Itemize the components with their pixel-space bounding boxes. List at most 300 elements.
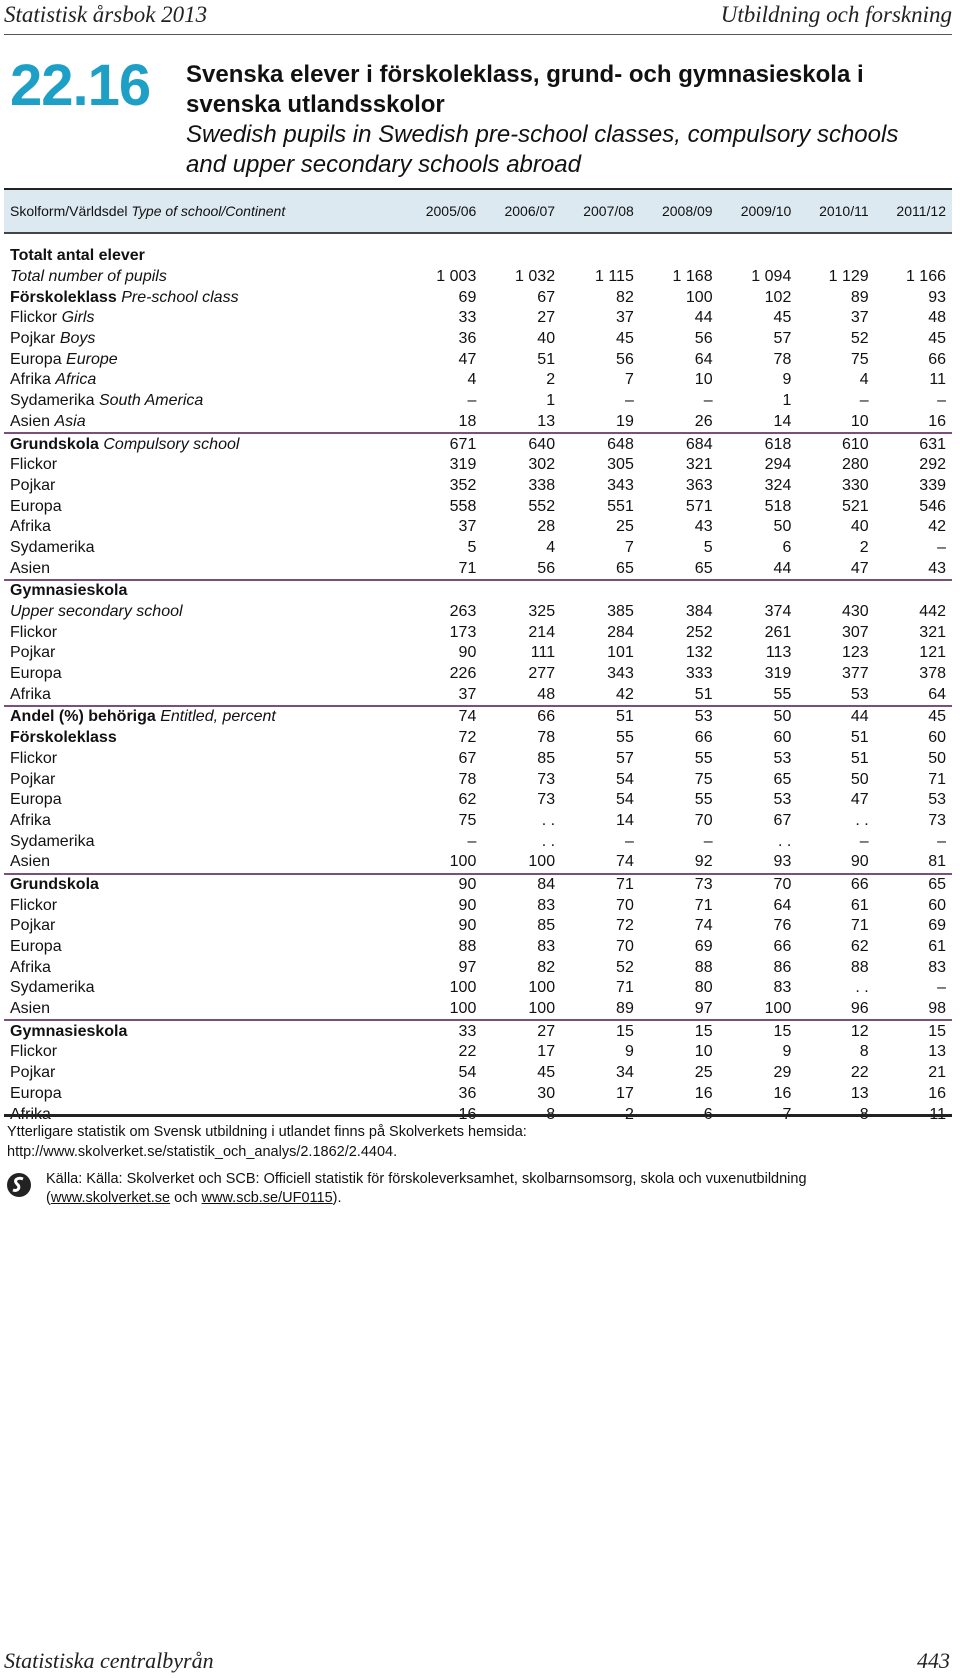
value-cell: 13 <box>928 1043 946 1061</box>
paren-open: ( <box>46 1190 51 1206</box>
row-label-sv: Europa <box>10 938 62 956</box>
row-label-sv: Afrika <box>10 518 51 536</box>
value-cell: 72 <box>458 729 477 747</box>
row-label-en: Compulsory school <box>103 435 240 453</box>
value-cell: 60 <box>773 729 792 747</box>
value-cell: 61 <box>928 938 946 956</box>
value-cell: 83 <box>928 958 946 976</box>
value-cell: 55 <box>694 791 713 809</box>
value-cell: 16 <box>773 1084 792 1102</box>
source-note <box>46 1170 926 1208</box>
row-label <box>4 391 404 412</box>
row-label-sv: Europa <box>10 350 62 368</box>
column-header-year: 2008/09 <box>640 189 719 233</box>
value-cell: 33 <box>404 1020 483 1042</box>
value-cell: 51 <box>694 685 713 703</box>
value-cell: 319 <box>449 456 477 474</box>
value-cell <box>404 246 483 267</box>
value-cell: 14 <box>773 412 792 430</box>
row-label-sv: Pojkar <box>10 917 56 935</box>
table-row <box>4 538 952 559</box>
value-cell: 47 <box>850 791 869 809</box>
row-label-sv: Afrika <box>10 958 51 976</box>
row-label <box>4 267 404 288</box>
value-cell: 640 <box>482 433 561 455</box>
value-cell: 330 <box>841 476 869 494</box>
value-cell: 51 <box>850 729 869 747</box>
table-row <box>4 1084 952 1105</box>
value-cell: 100 <box>528 1000 556 1018</box>
value-cell: 64 <box>773 896 792 914</box>
value-cell: 67 <box>537 288 556 306</box>
column-header-en: Type of school/Continent <box>131 203 286 219</box>
value-cell: 90 <box>458 896 477 914</box>
value-cell: 82 <box>616 288 634 306</box>
value-cell: 113 <box>765 644 792 662</box>
row-label-sv: Asien <box>10 412 51 430</box>
value-cell: 15 <box>640 1020 719 1042</box>
value-cell: 96 <box>850 1000 869 1018</box>
row-label <box>4 349 404 370</box>
value-cell: 307 <box>841 623 869 641</box>
value-cell: 10 <box>694 1043 713 1061</box>
value-cell: 82 <box>537 958 556 976</box>
row-label-sv: Afrika <box>10 685 51 703</box>
value-cell: 25 <box>616 518 634 536</box>
value-cell: 7 <box>624 371 634 389</box>
value-cell: 343 <box>607 476 634 494</box>
value-cell: 7 <box>624 538 634 556</box>
value-cell: 43 <box>928 559 946 577</box>
value-cell: 93 <box>928 288 946 306</box>
value-cell: 100 <box>449 853 477 871</box>
value-cell: 85 <box>537 917 556 935</box>
value-cell: . . <box>855 979 869 997</box>
value-cell: 631 <box>875 433 952 455</box>
value-cell: 75 <box>694 770 713 788</box>
table-row <box>4 1063 952 1084</box>
value-cell: 88 <box>694 958 713 976</box>
row-label-sv: Flickor <box>10 309 58 327</box>
row-label-sv: Europa <box>10 1084 62 1102</box>
table-row <box>4 874 952 896</box>
value-cell: 70 <box>719 874 798 896</box>
value-cell: 73 <box>928 811 946 829</box>
skolverket-link[interactable]: www.skolverket.se <box>50 1190 171 1206</box>
value-cell: 13 <box>537 412 556 430</box>
value-cell <box>797 580 874 602</box>
table-number: 22.16 <box>10 53 151 118</box>
value-cell: 27 <box>537 309 556 327</box>
table-row <box>4 957 952 978</box>
value-cell: 64 <box>928 685 946 703</box>
value-cell: 5 <box>467 538 477 556</box>
value-cell: 48 <box>537 685 556 703</box>
row-label-sv: Europa <box>10 665 62 683</box>
value-cell: 57 <box>616 749 634 767</box>
scb-link[interactable]: www.scb.se/UF0115 <box>201 1190 333 1206</box>
value-cell: 52 <box>616 958 634 976</box>
value-cell: 47 <box>850 559 869 577</box>
table-row <box>4 622 952 643</box>
value-cell: 558 <box>449 497 477 515</box>
value-cell: 618 <box>719 433 798 455</box>
value-cell: 48 <box>928 309 946 327</box>
value-cell: 78 <box>458 770 477 788</box>
table-row <box>4 999 952 1021</box>
table-row <box>4 811 952 832</box>
value-cell: 42 <box>928 518 946 536</box>
row-label-sv: Flickor <box>10 749 58 767</box>
value-cell: 546 <box>919 497 946 515</box>
title-swedish-line-2: svenska utlandsskolor <box>186 91 445 118</box>
table-header-row <box>4 189 952 233</box>
value-cell: 53 <box>640 706 719 728</box>
value-cell: 93 <box>773 853 792 871</box>
value-cell: 66 <box>694 729 713 747</box>
value-cell: 89 <box>616 1000 634 1018</box>
column-header-year: 2010/11 <box>797 189 874 233</box>
value-cell: 60 <box>928 729 946 747</box>
value-cell: 384 <box>685 603 713 621</box>
value-cell: 102 <box>764 288 792 306</box>
value-cell <box>719 580 798 602</box>
table-row <box>4 769 952 790</box>
value-cell: – <box>859 392 869 410</box>
title-swedish-line-1: Svenska elever i förskoleklass, grund- och gymnasieskola i <box>186 61 864 88</box>
value-cell: 90 <box>458 917 477 935</box>
yearbook-title: Statistisk årsbok 2013 <box>4 2 208 27</box>
value-cell: – <box>624 392 634 410</box>
row-label-en: Asia <box>54 412 86 430</box>
row-label-sv: Asien <box>10 853 51 871</box>
value-cell: 25 <box>694 1064 713 1082</box>
row-label <box>4 455 404 476</box>
value-cell: 4 <box>467 371 477 389</box>
value-cell: 37 <box>850 309 869 327</box>
value-cell: 72 <box>616 917 634 935</box>
table-row <box>4 412 952 434</box>
value-cell: 71 <box>850 917 869 935</box>
row-label-sv: Sydamerika <box>10 979 95 997</box>
row-label <box>4 831 404 852</box>
column-header-year: 2011/12 <box>875 189 952 233</box>
value-cell: 252 <box>685 623 713 641</box>
value-cell: 36 <box>458 1084 477 1102</box>
table-row <box>4 790 952 811</box>
row-label <box>4 538 404 559</box>
row-label-sv: Flickor <box>10 896 58 914</box>
title-english-line-2: and upper secondary schools abroad <box>186 151 581 178</box>
value-cell: . . <box>541 832 556 850</box>
value-cell: 55 <box>694 749 713 767</box>
value-cell: 37 <box>458 518 477 536</box>
value-cell: 80 <box>694 979 713 997</box>
value-cell: 76 <box>773 917 792 935</box>
value-cell: – <box>467 392 477 410</box>
value-cell: 15 <box>561 1020 640 1042</box>
table-row <box>4 895 952 916</box>
value-cell <box>561 580 640 602</box>
table-row <box>4 329 952 350</box>
value-cell: 263 <box>449 603 477 621</box>
row-label-sv: Afrika <box>10 1105 51 1123</box>
table-row <box>4 1020 952 1042</box>
value-cell: 69 <box>928 917 946 935</box>
footnote-url[interactable]: http://www.skolverket.se/statistik_och_analys/2.1862/2.4404. <box>7 1144 398 1160</box>
row-label-sv: Europa <box>10 497 62 515</box>
value-cell: 37 <box>458 685 477 703</box>
table-row <box>4 476 952 497</box>
value-cell: 100 <box>449 1000 477 1018</box>
value-cell: 16 <box>694 1084 713 1102</box>
value-cell: 8 <box>859 1043 869 1061</box>
value-cell: 92 <box>694 853 713 871</box>
row-label <box>4 412 404 434</box>
value-cell: 74 <box>616 853 634 871</box>
value-cell <box>561 246 640 267</box>
row-label <box>4 1084 404 1105</box>
row-label <box>4 728 404 749</box>
value-cell: – <box>467 832 477 850</box>
value-cell: 83 <box>537 896 556 914</box>
value-cell: 377 <box>841 665 869 683</box>
table-row <box>4 455 952 476</box>
value-cell: 385 <box>607 603 634 621</box>
column-header-type <box>4 189 404 233</box>
table-row <box>4 684 952 706</box>
value-cell: 21 <box>928 1064 946 1082</box>
value-cell <box>640 246 719 267</box>
value-cell: 44 <box>694 309 713 327</box>
value-cell: – <box>937 392 946 410</box>
value-cell: 60 <box>928 896 946 914</box>
table-bottom-rule <box>4 1114 952 1117</box>
row-label-en: Girls <box>61 309 95 327</box>
row-label <box>4 916 404 937</box>
value-cell: 73 <box>537 770 556 788</box>
value-cell: 1 129 <box>828 268 869 286</box>
value-cell: 100 <box>764 1000 792 1018</box>
value-cell: 66 <box>482 706 561 728</box>
table-row <box>4 706 952 728</box>
value-cell: 551 <box>607 497 634 515</box>
value-cell: 70 <box>616 938 634 956</box>
row-label-sv: Totalt antal elever <box>10 247 145 265</box>
value-cell: 66 <box>797 874 874 896</box>
value-cell: 71 <box>928 770 946 788</box>
value-cell: 50 <box>719 706 798 728</box>
value-cell: 62 <box>458 791 477 809</box>
value-cell: 22 <box>850 1064 869 1082</box>
row-label <box>4 811 404 832</box>
value-cell: 552 <box>528 497 556 515</box>
value-cell: 378 <box>919 665 946 683</box>
table-body <box>4 233 952 1125</box>
value-cell: 684 <box>640 433 719 455</box>
row-label-en: Entitled, percent <box>160 708 276 726</box>
row-label <box>4 769 404 790</box>
value-cell: 1 094 <box>751 268 792 286</box>
row-label-sv: Flickor <box>10 456 58 474</box>
value-cell: 14 <box>616 811 634 829</box>
row-label-sv: Gymnasieskola <box>10 1022 128 1040</box>
value-cell: 302 <box>528 456 556 474</box>
value-cell: 65 <box>694 559 713 577</box>
value-cell: 1 166 <box>905 268 946 286</box>
value-cell: 9 <box>624 1043 634 1061</box>
spacer-cell <box>4 233 952 246</box>
value-cell: 226 <box>449 665 477 683</box>
value-cell: 9 <box>782 371 792 389</box>
value-cell: 57 <box>773 330 792 348</box>
value-cell: 610 <box>797 433 874 455</box>
value-cell: 65 <box>616 559 634 577</box>
value-cell: 325 <box>528 603 556 621</box>
row-label-sv: Grundskola <box>10 435 99 453</box>
value-cell: 56 <box>694 330 713 348</box>
table-row <box>4 580 952 602</box>
value-cell: 40 <box>850 518 869 536</box>
value-cell: 74 <box>404 706 483 728</box>
row-label-sv: Pojkar <box>10 770 56 788</box>
table-row <box>4 937 952 958</box>
value-cell: 44 <box>773 559 792 577</box>
value-cell: 33 <box>458 309 477 327</box>
row-label <box>4 664 404 685</box>
value-cell: 123 <box>841 644 869 662</box>
column-header-year: 2009/10 <box>719 189 798 233</box>
value-cell: 17 <box>616 1084 634 1102</box>
value-cell: – <box>703 832 713 850</box>
value-cell: 53 <box>773 791 792 809</box>
row-label-sv: Pojkar <box>10 644 56 662</box>
value-cell: 50 <box>773 518 792 536</box>
value-cell: 54 <box>616 791 634 809</box>
value-cell: 70 <box>694 811 713 829</box>
row-label <box>4 246 404 267</box>
row-label-sv: Asien <box>10 559 51 577</box>
row-label-sv: Flickor <box>10 1043 58 1061</box>
value-cell: 84 <box>482 874 561 896</box>
source-text: Källa: Källa: Skolverket och SCB: Officiell statistik för förskoleverksamhet, skolbarnsomsorg, skola och vuxenutbildning <box>46 1171 807 1187</box>
value-cell: 26 <box>694 412 713 430</box>
value-cell: 121 <box>919 644 946 662</box>
value-cell: 73 <box>640 874 719 896</box>
value-cell: 83 <box>773 979 792 997</box>
column-header-year: 2006/07 <box>482 189 561 233</box>
value-cell <box>875 246 952 267</box>
value-cell: 22 <box>458 1043 477 1061</box>
table-row <box>4 308 952 329</box>
row-label-sv: Sydamerika <box>10 538 95 556</box>
table-row <box>4 349 952 370</box>
row-label-sv: Förskoleklass <box>10 729 117 747</box>
value-cell: 55 <box>773 685 792 703</box>
value-cell: 73 <box>537 791 556 809</box>
value-cell: 6 <box>703 1105 713 1123</box>
value-cell: 430 <box>841 603 869 621</box>
value-cell: 44 <box>797 706 874 728</box>
footnote-line-1: Ytterligare statistik om Svensk utbildning i utlandet finns på Skolverkets hemsida: <box>7 1124 527 1140</box>
value-cell <box>404 580 483 602</box>
value-cell: 521 <box>841 497 869 515</box>
value-cell: 352 <box>449 476 477 494</box>
value-cell: 55 <box>616 729 634 747</box>
row-label <box>4 1042 404 1063</box>
value-cell: – <box>937 832 946 850</box>
value-cell: 70 <box>616 896 634 914</box>
value-cell: 62 <box>850 938 869 956</box>
row-label <box>4 999 404 1021</box>
value-cell: 214 <box>528 623 556 641</box>
value-cell: 83 <box>537 938 556 956</box>
statistics-table <box>4 188 952 1125</box>
value-cell: 65 <box>875 874 952 896</box>
row-label-sv: Pojkar <box>10 1064 56 1082</box>
row-label-en: Europe <box>66 350 118 368</box>
table-row <box>4 728 952 749</box>
value-cell: 75 <box>850 350 869 368</box>
value-cell: 100 <box>528 853 556 871</box>
row-label <box>4 602 404 623</box>
table-row <box>4 287 952 308</box>
table-row <box>4 643 952 664</box>
value-cell: 292 <box>919 456 946 474</box>
value-cell: 10 <box>694 371 713 389</box>
row-label <box>4 580 404 602</box>
value-cell: 101 <box>607 644 634 662</box>
value-cell: 71 <box>561 874 640 896</box>
value-cell: 51 <box>537 350 556 368</box>
value-cell: 9 <box>782 1043 792 1061</box>
value-cell: 2 <box>624 1105 634 1123</box>
value-cell: 343 <box>607 665 634 683</box>
row-label-en: Upper secondary school <box>10 603 183 621</box>
row-label-sv: Europa <box>10 791 62 809</box>
value-cell: 45 <box>875 706 952 728</box>
value-cell: 98 <box>928 1000 946 1018</box>
row-label-en: Total number of pupils <box>10 268 167 286</box>
value-cell: 1 168 <box>672 268 713 286</box>
value-cell <box>640 580 719 602</box>
value-cell: 17 <box>537 1043 556 1061</box>
value-cell <box>482 246 561 267</box>
value-cell: 284 <box>607 623 634 641</box>
column-header-year: 2005/06 <box>404 189 483 233</box>
table-row <box>4 749 952 770</box>
value-cell: 16 <box>928 412 946 430</box>
row-label-sv: Flickor <box>10 623 58 641</box>
value-cell: 78 <box>773 350 792 368</box>
row-label <box>4 622 404 643</box>
value-cell: 50 <box>850 770 869 788</box>
value-cell: 54 <box>458 1064 477 1082</box>
value-cell: 11 <box>929 371 946 389</box>
value-cell: 78 <box>537 729 556 747</box>
value-cell: 74 <box>694 917 713 935</box>
value-cell: 69 <box>694 938 713 956</box>
row-label-sv: Asien <box>10 1000 51 1018</box>
value-cell: 321 <box>685 456 713 474</box>
source-and: och <box>170 1190 202 1206</box>
row-label <box>4 937 404 958</box>
row-label-en: Pre-school class <box>121 288 239 306</box>
footer-publisher: Statistiska centralbyrån <box>4 1648 214 1673</box>
value-cell: 15 <box>719 1020 798 1042</box>
table-row <box>4 558 952 580</box>
row-label <box>4 643 404 664</box>
